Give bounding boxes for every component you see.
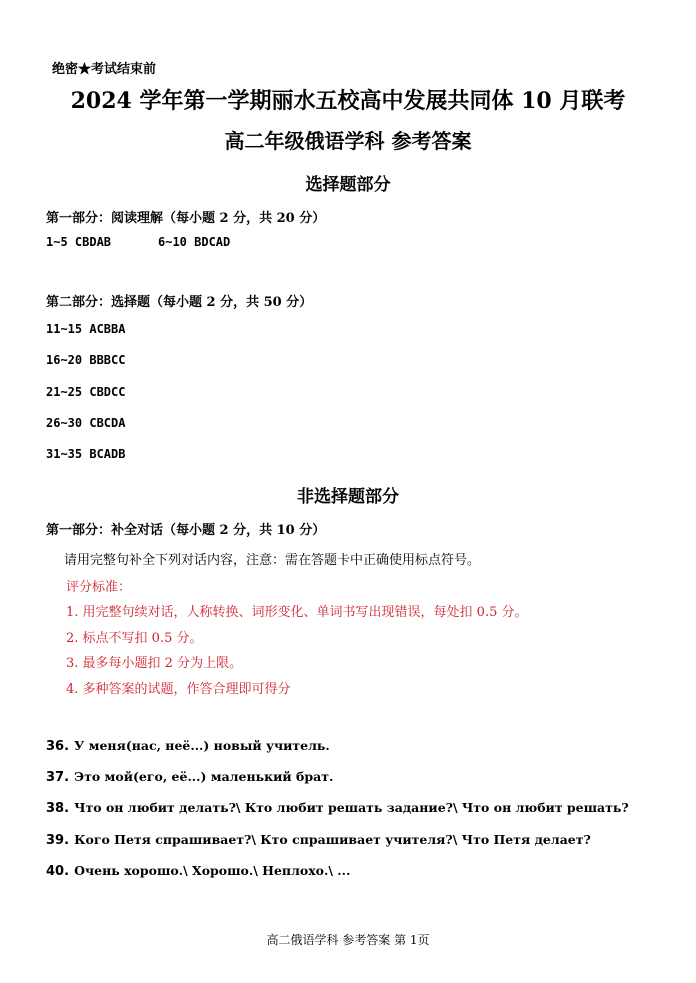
answer-line: 6~10 BDCAD (158, 235, 231, 249)
section-nonchoice-title: 非选择题部分 (297, 487, 399, 507)
answer-line: 26~30 CBCDA (46, 416, 126, 430)
main-title: 2024 学年第一学期丽水五校高中发展共同体 10 月联考 (70, 88, 626, 114)
question-number: 36. (46, 739, 70, 754)
question-item (46, 766, 333, 785)
part1-heading: 第一部分：阅读理解（每小题 2 分，共 20 分） (46, 211, 326, 226)
question-item (46, 829, 591, 848)
criteria-item: 1. 用完整句续对话，人称转换、词形变化、单词书写出现错误，每处扣 0.5 分。 (66, 605, 528, 620)
question-number: 37. (46, 770, 70, 785)
answer-line: 21~25 CBDCC (46, 385, 126, 399)
secret-mark: 绝密★考试结束前 (52, 62, 157, 77)
question-answer: У меня(нас, неё...) новый учитель. (74, 738, 330, 753)
question-answer: Очень хорошо.\ Хорошо.\ Неплохо.\ ... (74, 863, 351, 878)
question-item (46, 860, 350, 879)
answer-line: 31~35 BCADB (46, 447, 126, 461)
criteria-item: 2. 标点不写扣 0.5 分。 (66, 631, 203, 646)
instruction-text: 请用完整句补全下列对话内容，注意：需在答题卡中正确使用标点符号。 (64, 553, 481, 568)
question-number: 40. (46, 864, 70, 879)
question-item (46, 797, 629, 816)
question-answer: Это мой(его, её...) маленький брат. (74, 769, 334, 784)
question-item (46, 735, 330, 754)
criteria-title: 评分标准： (66, 580, 132, 595)
question-number: 39. (46, 833, 70, 848)
answer-line: 11~15 ACBBA (46, 322, 126, 336)
criteria-item: 3. 最多每小题扣 2 分为上限。 (66, 656, 243, 671)
answer-line: 1~5 CBDAB (46, 235, 112, 249)
part2-heading: 第二部分：选择题（每小题 2 分，共 50 分） (46, 295, 313, 310)
sub-title: 高二年级俄语学科 参考答案 (224, 129, 472, 153)
criteria-item: 4. 多种答案的试题，作答合理即可得分 (66, 682, 291, 697)
question-number: 38. (46, 801, 70, 816)
page-footer: 高二俄语学科 参考答案 第 1页 (266, 933, 430, 947)
nonchoice-part1-heading: 第一部分：补全对话（每小题 2 分，共 10 分） (46, 523, 326, 538)
question-answer: Что он любит делать?\ Кто любит решать задание?\ Что он любит решать? (74, 800, 629, 815)
question-answer: Кого Петя спрашивает?\ Кто спрашивает учителя?\ Что Петя делает? (74, 832, 591, 847)
section-choice-title: 选择题部分 (305, 175, 391, 195)
answer-line: 16~20 BBBCC (46, 353, 126, 367)
